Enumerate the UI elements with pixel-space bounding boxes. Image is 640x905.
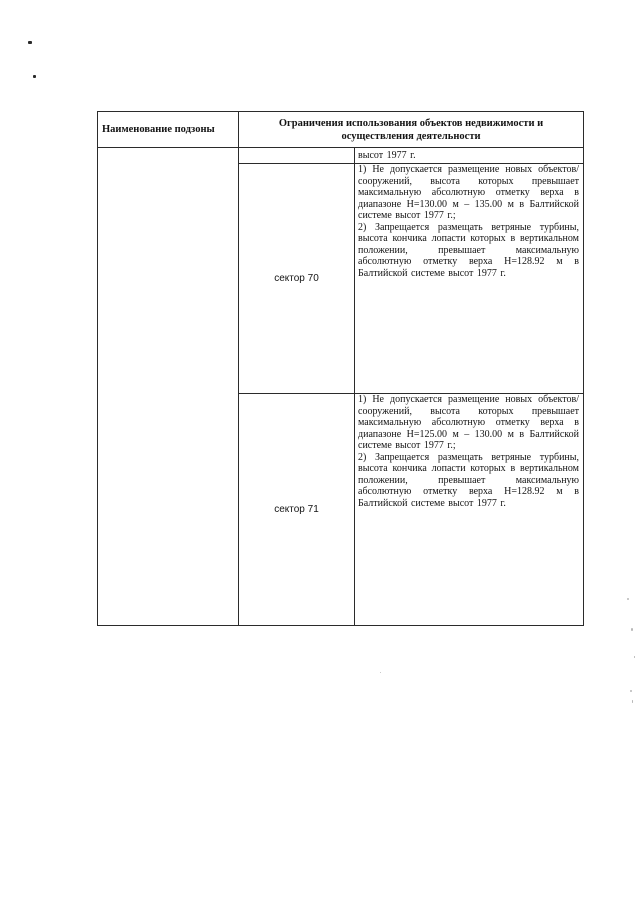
restriction-item: 1) Не допускается размещение новых объектов/сооружений, высота которых превышает максимальную абсолютную отметку верха в диапазоне Н=125.00 м – 130.00 м в Балтийской системе высот 1977 г.; [358,394,580,451]
scan-speck [28,41,32,44]
restrictions-table [97,111,584,626]
header-subzone-name: Наименование подзоны [98,112,239,148]
restriction-cell [355,164,584,394]
scan-speck [627,598,629,600]
restriction-item: 2) Запрещается размещать ветряные турбины, высота кончика лопасти которых в вертикальном положении, превышает максимальную абсолютную отметку верха Н=128.92 м в Балтийской системе высот 1977 г. [358,451,580,509]
scan-speck [33,75,36,78]
continuation-spacer [239,148,355,164]
scan-speck [631,628,633,631]
restriction-item: 1) Не допускается размещение новых объектов/сооружений, высота которых превышает максимальную абсолютную отметку верха в диапазоне Н=130.00 м – 135.00 м в Балтийской системе высот 1977 г.; [358,164,580,221]
continuation-cell [355,148,584,164]
scan-speck [632,700,633,703]
sector-name: сектор 71 [239,394,355,626]
restriction-item: 2) Запрещается размещать ветряные турбины, высота кончика лопасти которых в вертикальном положении, превышает максимальную абсолютную отметку верха Н=128.92 м в Балтийской системе высот 1977 г. [358,221,580,279]
table-row [98,148,584,164]
scan-speck [380,672,381,673]
header-restrictions: Ограничения использования объектов недвижимости и осуществления деятельности [239,112,584,148]
merged-left-cell [98,148,239,626]
sector-name: сектор 70 [239,164,355,394]
restriction-cell [355,394,584,626]
scan-speck [634,656,635,658]
continuation-text: высот 1977 г. [358,150,416,161]
table-header-row [98,112,584,148]
scan-speck [630,690,632,692]
